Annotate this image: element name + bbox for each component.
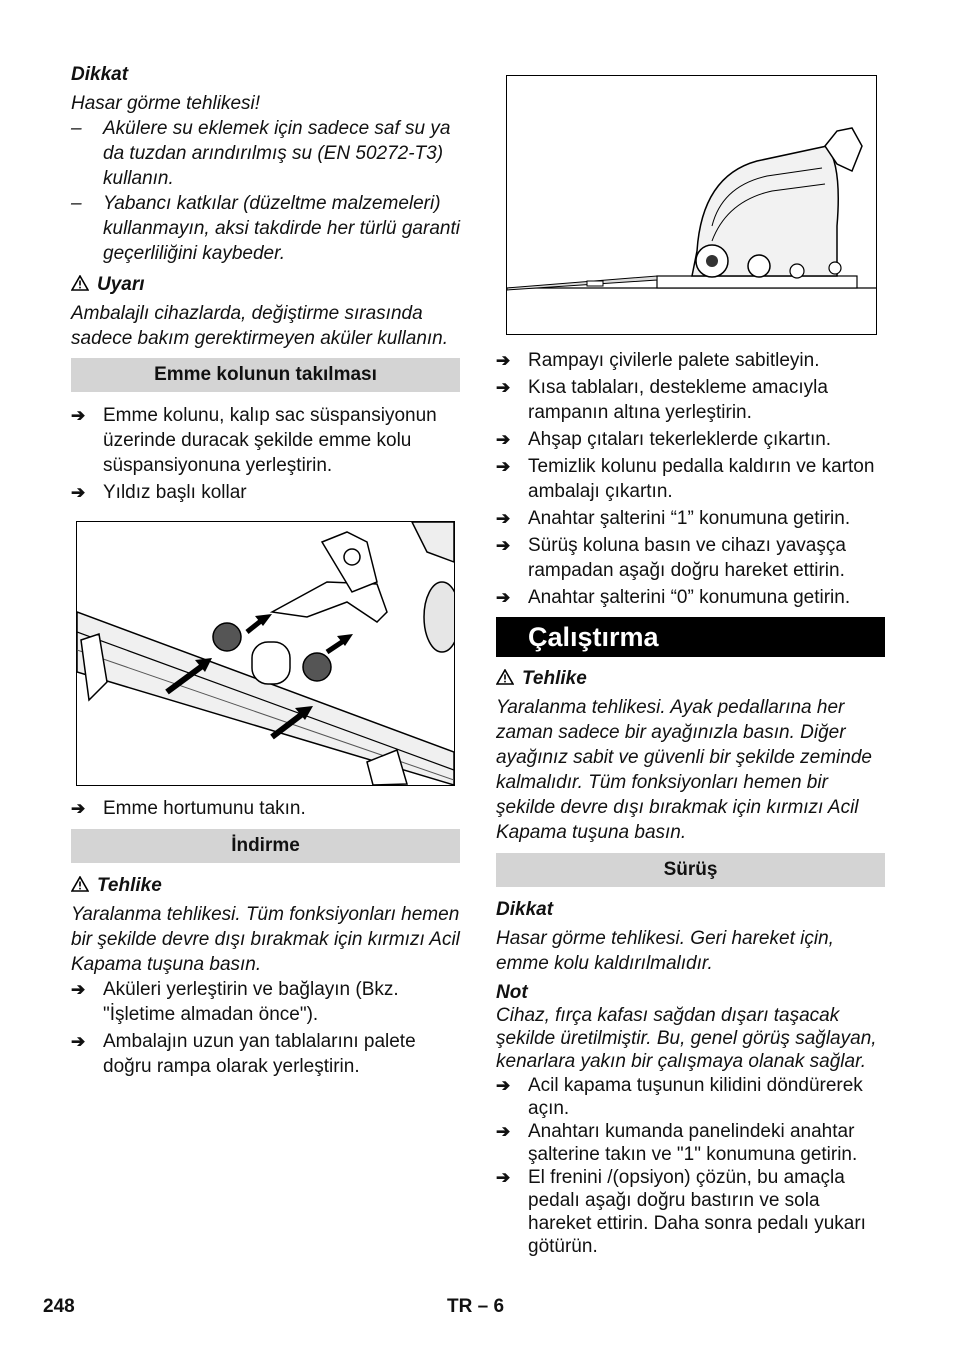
dikkat-heading: Dikkat <box>71 64 129 85</box>
arrow-right-icon: ➔ <box>496 430 511 449</box>
not-text: Cihaz, fırça kafası sağdan dışarı taşacak şekilde üretilmiştir. Bu, genel görüş sağlayan, kenarlara yakın bir çalışmaya olanak sağlar. <box>496 1005 877 1072</box>
section-title-emme-kolu: Emme kolunun takılması <box>71 358 460 392</box>
footer-lang-code: TR <box>447 1296 473 1317</box>
dikkat-item-text: Akülere su eklemek için sadece saf su ya da tuzdan arındırılmış su (EN 50272-T3) kullanın. <box>103 118 451 189</box>
arrow-right-icon: ➔ <box>71 980 86 999</box>
arrow-right-icon: ➔ <box>496 536 511 555</box>
not-heading: Not <box>496 982 528 1003</box>
uyari-heading <box>71 272 460 297</box>
arrow-right-icon: ➔ <box>496 351 511 370</box>
step-item <box>496 585 885 610</box>
tehlike-heading <box>496 666 885 691</box>
step-text: Ahşap çıtaları tekerleklerde çıkartın. <box>528 429 832 450</box>
step-text: Ambalajın uzun yan tablalarını palete doğru rampa olarak yerleştirin. <box>103 1031 416 1077</box>
footer-lang <box>447 1296 504 1318</box>
step-text: Anahtarı kumanda panelindeki anahtar şalterine takın ve "1" konumuna getirin. <box>528 1121 858 1165</box>
step-item <box>71 480 460 505</box>
tehlike-title: Tehlike <box>522 668 587 689</box>
step-text: Anahtar şalterini “0” konumuna getirin. <box>528 587 851 608</box>
step-item <box>71 1029 460 1079</box>
footer-dash: – <box>477 1296 489 1317</box>
arrow-right-icon: ➔ <box>71 483 86 502</box>
tehlike-title: Tehlike <box>97 875 162 896</box>
arrow-right-icon: ➔ <box>496 378 511 397</box>
uyari-text: Ambalajlı cihazlarda, değiştirme sırasında sadece bakım gerektirmeyen aküler kullanın. <box>71 303 449 349</box>
arrow-right-icon: ➔ <box>496 1168 511 1187</box>
step-text: Temizlik kolunu pedalla kaldırın ve karton ambalajı çıkartın. <box>528 456 875 502</box>
squeegee-illustration <box>77 522 454 785</box>
tehlike-text: Yaralanma tehlikesi. Ayak pedallarına her zaman sadece bir ayağınızla basın. Diğer ayağınız sabit ve güvenli bir şekilde zeminde kalmalıdır. Tüm fonksiyonları hemen bir şekilde devre dışı bırakmak için kırmızı Acil Kapama tuşuna basın. <box>496 697 872 843</box>
warning-triangle-icon <box>71 876 89 892</box>
step-text: Acil kapama tuşunun kilidini döndürerek açın. <box>528 1075 863 1119</box>
figure-squeegee-mount <box>76 521 455 786</box>
dikkat-text: Hasar görme tehlikesi. Geri hareket için, emme kolu kaldırılmalıdır. <box>496 928 834 974</box>
arrow-right-icon: ➔ <box>496 1076 511 1095</box>
step-item <box>71 796 460 821</box>
arrow-right-icon: ➔ <box>71 1032 86 1051</box>
tehlike-text: Yaralanma tehlikesi. Tüm fonksiyonları hemen bir şekilde devre dışı bırakmak için kırmızı Acil Kapama tuşuna basın. <box>71 904 460 975</box>
dash-mark: – <box>71 118 82 139</box>
step-text: El frenini /(opsiyon) çözün, bu amaçla pedalı aşağı doğru bastırın ve sola hareket ettirin. Daha sonra pedalı yukarı götürün. <box>528 1167 866 1257</box>
arrow-right-icon: ➔ <box>496 1122 511 1141</box>
steps-bottom-list <box>496 1074 885 1258</box>
arrow-right-icon: ➔ <box>496 588 511 607</box>
step-item <box>496 375 885 425</box>
page-number: 248 <box>43 1296 75 1317</box>
steps-top-list <box>496 348 885 610</box>
step-item <box>496 348 885 373</box>
arrow-right-icon: ➔ <box>496 457 511 476</box>
step-text: Yıldız başlı kollar <box>103 482 247 503</box>
dikkat-item-1 <box>71 116 460 191</box>
step-item <box>496 1074 885 1120</box>
step-item <box>496 506 885 531</box>
dash-mark: – <box>71 193 82 214</box>
dikkat-item-2 <box>71 191 460 266</box>
dikkat-heading: Dikkat <box>496 899 554 920</box>
step-text: Anahtar şalterini “1” konumuna getirin. <box>528 508 851 529</box>
warning-triangle-icon <box>71 275 89 291</box>
section-title-surus: Sürüş <box>496 853 885 887</box>
tehlike-heading <box>71 873 460 898</box>
step-item <box>71 977 460 1027</box>
footer-sub-page: 6 <box>493 1296 505 1317</box>
arrow-right-icon: ➔ <box>496 509 511 528</box>
dikkat-text: Hasar görme tehlikesi! <box>71 93 261 114</box>
step-item <box>496 454 885 504</box>
uyari-title: Uyarı <box>97 274 145 295</box>
right-column <box>496 60 885 1258</box>
dikkat-item-text: Yabancı katkılar (düzeltme malzemeleri) kullanmayın, aksi takdirde her türlü garanti geçerliliğini kaybeder. <box>103 193 460 264</box>
arrow-right-icon: ➔ <box>71 406 86 425</box>
step-item <box>496 533 885 583</box>
left-column <box>71 60 460 1079</box>
chapter-title-calistirma: Çalıştırma <box>496 617 885 657</box>
figure-machine-ramp <box>506 75 877 335</box>
step-item <box>496 1166 885 1258</box>
step-item <box>496 1120 885 1166</box>
step-text: Rampayı çivilerle palete sabitleyin. <box>528 350 820 371</box>
section-title-indirme: İndirme <box>71 829 460 863</box>
warning-triangle-icon <box>496 669 514 685</box>
step-item <box>496 427 885 452</box>
step-text: Aküleri yerleştirin ve bağlayın (Bkz. "İşletime almadan önce"). <box>103 979 399 1025</box>
machine-ramp-illustration <box>507 76 876 334</box>
arrow-right-icon: ➔ <box>71 799 86 818</box>
step-text: Emme kolunu, kalıp sac süspansiyonun üzerinde duracak şekilde emme kolu süspansiyonuna yerleştirin. <box>103 405 437 476</box>
step-text: Sürüş koluna basın ve cihazı yavaşça rampadan aşağı doğru hareket ettirin. <box>528 535 846 581</box>
step-item <box>71 403 460 478</box>
step-text: Kısa tablaları, destekleme amacıyla rampanın altına yerleştirin. <box>528 377 828 423</box>
step-text: Emme hortumunu takın. <box>103 798 306 819</box>
